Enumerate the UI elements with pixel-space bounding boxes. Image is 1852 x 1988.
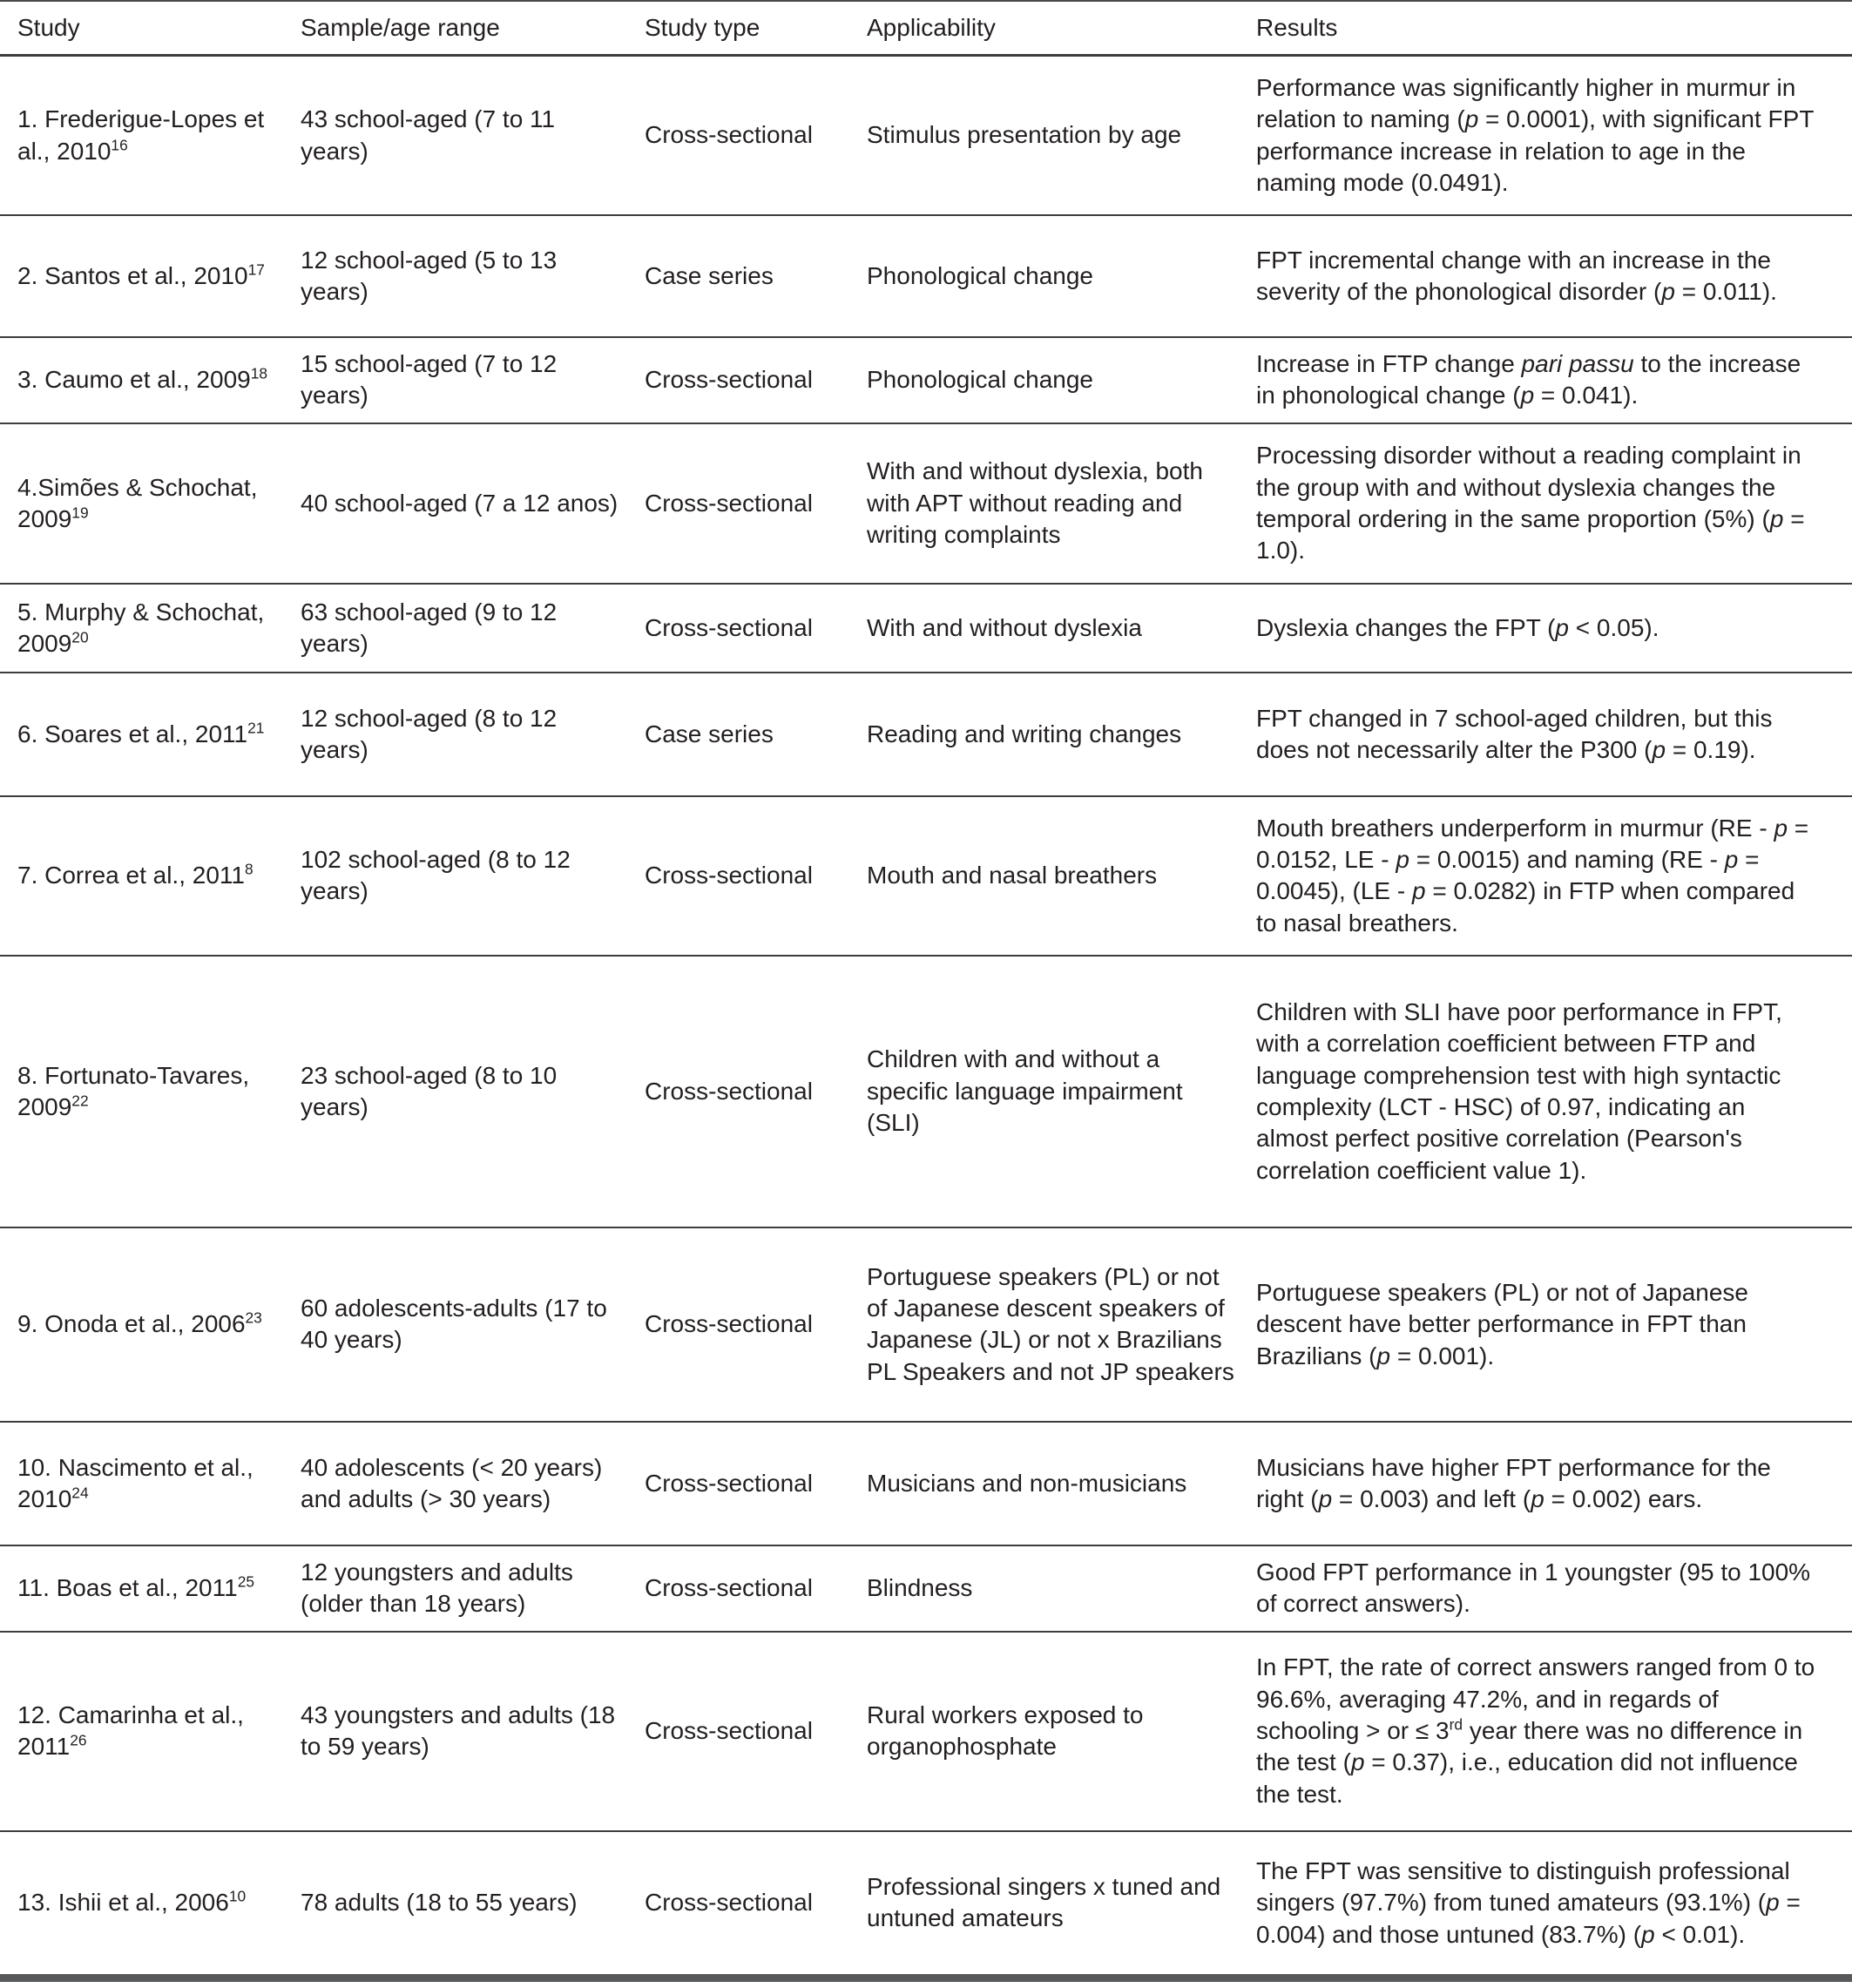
cell-applicability: Stimulus presentation by age <box>867 121 1182 149</box>
cell-study-type: Cross-sectional <box>645 1716 813 1744</box>
cell-applicability: With and without dyslexia <box>867 613 1142 641</box>
cell-sample: 40 adolescents (< 20 years) and adults (> 30 years) <box>301 1453 603 1512</box>
cell-study-type: Cross-sectional <box>645 489 813 517</box>
cell-applicability: Phonological change <box>867 366 1093 394</box>
cell-applicability: Portuguese speakers (PL) or not of Japanese descent speakers of Japanese (JL) or not x Brazilians PL Speakers and not JP speakers <box>867 1262 1234 1385</box>
cell-study-type: Cross-sectional <box>645 1574 813 1602</box>
cell-applicability: Children with and without a specific language impairment (SLI) <box>867 1045 1183 1137</box>
cell-study-type: Cross-sectional <box>645 1310 813 1338</box>
cell-results: Musicians have higher FPT performance for the right (p = 0.003) and left (p = 0.002) ears. <box>1256 1453 1771 1512</box>
cell-results: Good FPT performance in 1 youngster (95 to 100% of correct answers). <box>1256 1558 1811 1618</box>
cell-results: Performance was significantly higher in murmur in relation to naming (p = 0.0001), with significant FPT performance increase in relation to age in the naming mode (0.0491). <box>1256 73 1814 197</box>
cell-results: Processing disorder without a reading complaint in the group with and without dyslexia changes the temporal ordering in the same proportion (5%) (p = 1.0). <box>1256 442 1805 565</box>
cell-applicability: Reading and writing changes <box>867 720 1182 747</box>
table-row <box>0 423 1852 584</box>
cell-study: 6. Soares et al., 2011$^{21}$ <box>17 719 265 747</box>
table-row <box>0 1422 1852 1545</box>
column-header-applicability: Applicability <box>867 14 996 41</box>
cell-applicability: Phonological change <box>867 261 1093 289</box>
cell-applicability: Blindness <box>867 1574 973 1602</box>
cell-study-type: Cross-sectional <box>645 613 813 641</box>
table-row <box>0 215 1852 337</box>
cell-results: Increase in FTP change pari passu to the increase in phonological change (p = 0.041). <box>1256 350 1801 409</box>
cell-results: Dyslexia changes the FPT (p < 0.05). <box>1256 613 1659 641</box>
header-row <box>0 1 1852 56</box>
cell-sample: 12 youngsters and adults (older than 18 years) <box>301 1558 573 1618</box>
cell-study-type: Case series <box>645 720 774 747</box>
cell-study: 8. Fortunato-Tavares, 2009$^{22}$ <box>17 1061 250 1120</box>
cell-study: 7. Correa et al., 2011$^8$ <box>17 860 253 889</box>
table-row <box>0 1227 1852 1422</box>
table-row <box>0 796 1852 956</box>
cell-sample: 78 adults (18 to 55 years) <box>301 1889 578 1917</box>
cell-sample: 12 school-aged (5 to 13 years) <box>301 246 558 305</box>
cell-study-type: Case series <box>645 261 774 289</box>
cell-results: In FPT, the rate of correct answers ranged from 0 to 96.6%, averaging 47.2%, and in regards of schooling > or ≤ 3rd year there was no difference in the test (p = 0.37), i.e., education did not influence the test. <box>1256 1653 1815 1808</box>
table-row <box>0 56 1852 215</box>
table-row <box>0 1545 1852 1632</box>
cell-results: Mouth breathers underperform in murmur (RE - p = 0.0152, LE - p = 0.0015) and naming (RE - p = 0.0045), (LE - p = 0.0282) in FTP when compared to nasal breathers. <box>1256 814 1809 937</box>
cell-study: 9. Onoda et al., 2006$^{23}$ <box>17 1308 262 1338</box>
cell-study: 11. Boas et al., 2011$^{25}$ <box>17 1572 255 1602</box>
cell-study-type: Cross-sectional <box>645 1889 813 1917</box>
cell-applicability: Musicians and non-musicians <box>867 1469 1187 1497</box>
table-row <box>0 956 1852 1227</box>
column-header-sample: Sample/age range <box>301 14 500 41</box>
cell-study-type: Cross-sectional <box>645 366 813 394</box>
column-header-results: Results <box>1256 14 1338 41</box>
cell-sample: 23 school-aged (8 to 10 years) <box>301 1061 558 1120</box>
cell-sample: 12 school-aged (8 to 12 years) <box>301 704 558 763</box>
table-row <box>0 1632 1852 1831</box>
table-header <box>0 1 1852 56</box>
cell-results: The FPT was sensitive to distinguish professional singers (97.7%) from tuned amateurs (93.1%) (p = 0.004) and those untuned (83.7%) (p < 0.01). <box>1256 1856 1801 1948</box>
cell-applicability: Professional singers x tuned and untuned amateurs <box>867 1873 1221 1932</box>
cell-study: 13. Ishii et al., 2006$^{10}$ <box>17 1887 247 1917</box>
cell-study-type: Cross-sectional <box>645 121 813 149</box>
cell-study-type: Cross-sectional <box>645 1469 813 1497</box>
cell-study: 5. Murphy & Schochat, 2009$^{20}$ <box>17 598 265 657</box>
cell-results: FPT changed in 7 school-aged children, but this does not necessarily alter the P300 (p = 0.19). <box>1256 704 1773 763</box>
cell-study: 1. Frederigue-Lopes et al., 2010$^{16}$ <box>17 105 265 165</box>
cell-study: 2. Santos et al., 2010$^{17}$ <box>17 260 265 289</box>
column-header-study-type: Study type <box>645 14 760 41</box>
cell-sample: 60 adolescents-adults (17 to 40 years) <box>301 1295 607 1354</box>
cell-sample: 102 school-aged (8 to 12 years) <box>301 846 571 905</box>
cell-applicability: Rural workers exposed to organophosphate <box>867 1701 1144 1761</box>
table-body <box>0 56 1852 1978</box>
cell-sample: 40 school-aged (7 a 12 anos) <box>301 489 618 517</box>
table-row <box>0 673 1852 796</box>
column-header-study: Study <box>17 14 80 41</box>
table-row <box>0 584 1852 673</box>
table-row <box>0 337 1852 423</box>
cell-sample: 43 school-aged (7 to 11 years) <box>301 105 556 165</box>
cell-study: 3. Caumo et al., 2009$^{18}$ <box>17 364 268 394</box>
cell-study: 12. Camarinha et al., 2011$^{26}$ <box>17 1701 244 1761</box>
table-row <box>0 1831 1852 1978</box>
cell-applicability: Mouth and nasal breathers <box>867 862 1158 889</box>
cell-results: Portuguese speakers (PL) or not of Japanese descent have better performance in FPT than Brazilians (p = 0.001). <box>1256 1278 1749 1369</box>
cell-study: 4.Simões & Schochat, 2009$^{19}$ <box>17 473 258 532</box>
cell-results: FPT incremental change with an increase in the severity of the phonological disorder (p = 0.011). <box>1256 246 1777 305</box>
cell-study-type: Cross-sectional <box>645 1077 813 1105</box>
cell-applicability: With and without dyslexia, both with APT without reading and writing complaints <box>867 457 1203 549</box>
cell-study: 10. Nascimento et al., 2010$^{24}$ <box>17 1453 253 1512</box>
cell-sample: 63 school-aged (9 to 12 years) <box>301 598 558 657</box>
cell-study-type: Cross-sectional <box>645 862 813 889</box>
cell-results: Children with SLI have poor performance in FPT, with a correlation coefficient between FTP and language comprehension test with high syntactic complexity (LCT - HSC) of 0.97, indicating an almost perfect positive correlation (Pearson's correlation coefficient value 1). <box>1256 997 1782 1184</box>
cell-sample: 15 school-aged (7 to 12 years) <box>301 350 558 409</box>
cell-sample: 43 youngsters and adults (18 to 59 years) <box>301 1701 616 1761</box>
